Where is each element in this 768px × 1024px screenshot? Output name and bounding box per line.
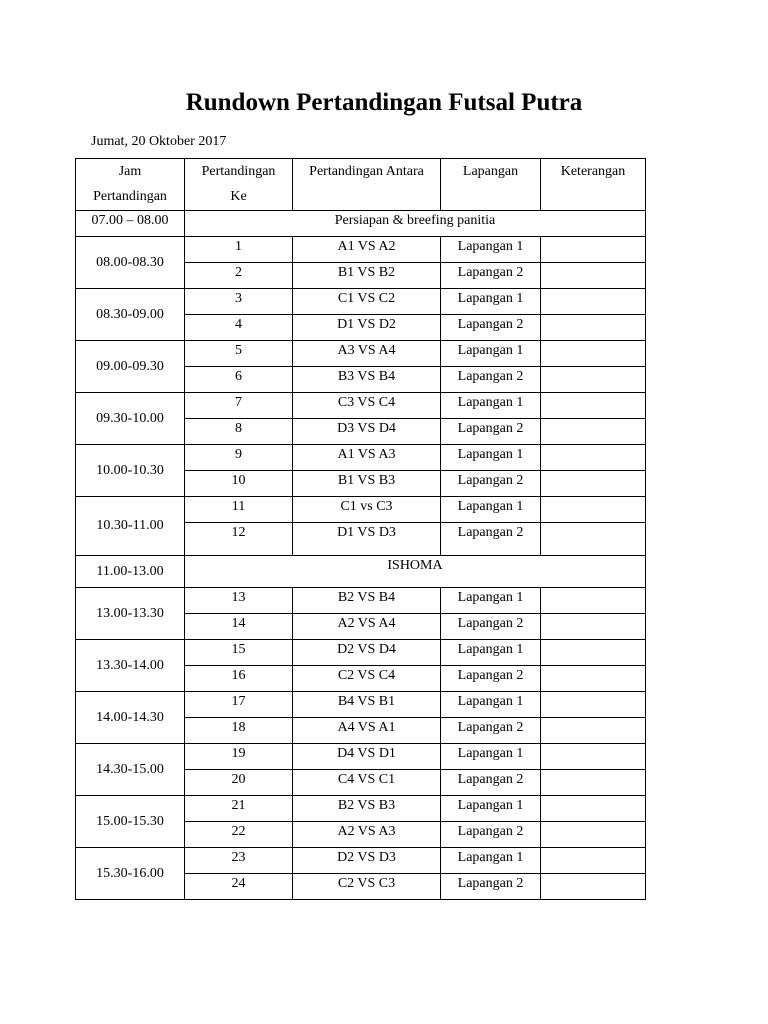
match-teams: C3 VS C4: [293, 393, 441, 419]
match-field: Lapangan 1: [441, 640, 541, 666]
match-teams: B4 VS B1: [293, 692, 441, 718]
table-row: [76, 848, 646, 874]
match-teams: D3 VS D4: [293, 419, 441, 445]
table-row: [76, 393, 646, 419]
header-ke-line1: Pertandingan: [201, 164, 276, 179]
match-note: [541, 692, 646, 718]
match-field: Lapangan 2: [441, 263, 541, 289]
match-field: Lapangan 2: [441, 770, 541, 796]
slot-time: 09.30-10.00: [76, 393, 185, 445]
match-note: [541, 874, 646, 900]
header-jam-line2: Pertandingan: [93, 189, 167, 204]
match-teams: D2 VS D4: [293, 640, 441, 666]
match-number: 20: [185, 770, 293, 796]
match-teams: D1 VS D2: [293, 315, 441, 341]
slot-time: 13.30-14.00: [76, 640, 185, 692]
match-field: Lapangan 1: [441, 341, 541, 367]
match-number: 19: [185, 744, 293, 770]
match-number: 2: [185, 263, 293, 289]
match-teams: B2 VS B3: [293, 796, 441, 822]
table-row: [76, 640, 646, 666]
match-note: [541, 263, 646, 289]
match-note: [541, 640, 646, 666]
match-note: [541, 237, 646, 263]
slot-time: 15.00-15.30: [76, 796, 185, 848]
match-note: [541, 289, 646, 315]
header-lapangan: Lapangan: [441, 159, 541, 211]
slot-time: 13.00-13.30: [76, 588, 185, 640]
prep-text: Persiapan & breefing panitia: [185, 211, 646, 237]
match-field: Lapangan 2: [441, 874, 541, 900]
match-field: Lapangan 1: [441, 237, 541, 263]
match-teams: A2 VS A4: [293, 614, 441, 640]
match-teams: D1 VS D3: [293, 523, 441, 556]
table-row: [76, 588, 646, 614]
match-teams: A1 VS A3: [293, 445, 441, 471]
match-field: Lapangan 1: [441, 445, 541, 471]
match-field: Lapangan 2: [441, 822, 541, 848]
match-number: 17: [185, 692, 293, 718]
match-teams: B1 VS B2: [293, 263, 441, 289]
match-teams: C2 VS C4: [293, 666, 441, 692]
match-note: [541, 523, 646, 556]
slot-time: 08.00-08.30: [76, 237, 185, 289]
match-note: [541, 588, 646, 614]
slot-time: 10.00-10.30: [76, 445, 185, 497]
slot-time: 10.30-11.00: [76, 497, 185, 556]
match-teams: D2 VS D3: [293, 848, 441, 874]
match-note: [541, 497, 646, 523]
table-row: [76, 692, 646, 718]
header-pertandingan-ke: [185, 159, 293, 211]
match-field: Lapangan 2: [441, 419, 541, 445]
match-field: Lapangan 1: [441, 497, 541, 523]
table-row: [76, 289, 646, 315]
match-teams: A3 VS A4: [293, 341, 441, 367]
match-number: 7: [185, 393, 293, 419]
match-teams: C4 VS C1: [293, 770, 441, 796]
match-field: Lapangan 1: [441, 393, 541, 419]
match-note: [541, 367, 646, 393]
match-number: 18: [185, 718, 293, 744]
match-number: 24: [185, 874, 293, 900]
match-number: 3: [185, 289, 293, 315]
break-row: [76, 556, 646, 588]
match-number: 15: [185, 640, 293, 666]
page-title: Rundown Pertandingan Futsal Putra: [185, 89, 583, 116]
header-keterangan: Keterangan: [541, 159, 646, 211]
break-time: 11.00-13.00: [76, 556, 185, 588]
match-teams: C2 VS C3: [293, 874, 441, 900]
slot-time: 08.30-09.00: [76, 289, 185, 341]
match-note: [541, 796, 646, 822]
event-date: Jumat, 20 Oktober 2017: [91, 134, 227, 149]
slot-time: 15.30-16.00: [76, 848, 185, 900]
match-note: [541, 393, 646, 419]
match-teams: A1 VS A2: [293, 237, 441, 263]
match-field: Lapangan 2: [441, 471, 541, 497]
match-field: Lapangan 1: [441, 796, 541, 822]
match-number: 9: [185, 445, 293, 471]
match-teams: A2 VS A3: [293, 822, 441, 848]
match-number: 13: [185, 588, 293, 614]
match-note: [541, 471, 646, 497]
match-number: 14: [185, 614, 293, 640]
match-teams: B1 VS B3: [293, 471, 441, 497]
prep-row: [76, 211, 646, 237]
match-note: [541, 315, 646, 341]
match-field: Lapangan 2: [441, 718, 541, 744]
match-number: 21: [185, 796, 293, 822]
match-number: 23: [185, 848, 293, 874]
match-note: [541, 848, 646, 874]
match-number: 1: [185, 237, 293, 263]
match-teams: C1 VS C2: [293, 289, 441, 315]
table-row: [76, 237, 646, 263]
header-row: [76, 159, 646, 211]
header-jam-pertandingan: [76, 159, 185, 211]
match-number: 22: [185, 822, 293, 848]
match-teams: A4 VS A1: [293, 718, 441, 744]
match-field: Lapangan 1: [441, 289, 541, 315]
match-field: Lapangan 2: [441, 315, 541, 341]
match-number: 6: [185, 367, 293, 393]
table-row: [76, 341, 646, 367]
match-field: Lapangan 2: [441, 614, 541, 640]
header-ke-line2: Ke: [230, 189, 247, 204]
match-note: [541, 822, 646, 848]
match-field: Lapangan 1: [441, 744, 541, 770]
match-number: 11: [185, 497, 293, 523]
match-note: [541, 614, 646, 640]
match-number: 8: [185, 419, 293, 445]
match-number: 10: [185, 471, 293, 497]
slot-time: 14.00-14.30: [76, 692, 185, 744]
match-note: [541, 445, 646, 471]
match-teams: C1 vs C3: [293, 497, 441, 523]
match-number: 16: [185, 666, 293, 692]
match-note: [541, 718, 646, 744]
match-field: Lapangan 2: [441, 367, 541, 393]
match-field: Lapangan 1: [441, 692, 541, 718]
table-row: [76, 497, 646, 523]
table-row: [76, 744, 646, 770]
header-jam-line1: Jam: [118, 164, 142, 179]
match-field: Lapangan 2: [441, 523, 541, 556]
table-row: [76, 445, 646, 471]
table-row: [76, 796, 646, 822]
match-teams: B3 VS B4: [293, 367, 441, 393]
match-note: [541, 744, 646, 770]
match-number: 5: [185, 341, 293, 367]
match-field: Lapangan 1: [441, 848, 541, 874]
match-field: Lapangan 2: [441, 666, 541, 692]
header-pertandingan-antara: Pertandingan Antara: [293, 159, 441, 211]
slot-time: 14.30-15.00: [76, 744, 185, 796]
match-note: [541, 770, 646, 796]
match-note: [541, 341, 646, 367]
rundown-table: [75, 158, 646, 900]
match-number: 12: [185, 523, 293, 556]
break-text: ISHOMA: [185, 556, 646, 588]
slot-time: 09.00-09.30: [76, 341, 185, 393]
prep-time: 07.00 – 08.00: [76, 211, 185, 237]
match-note: [541, 666, 646, 692]
match-field: Lapangan 1: [441, 588, 541, 614]
schedule-body: [76, 211, 646, 900]
match-teams: B2 VS B4: [293, 588, 441, 614]
match-teams: D4 VS D1: [293, 744, 441, 770]
match-number: 4: [185, 315, 293, 341]
match-note: [541, 419, 646, 445]
